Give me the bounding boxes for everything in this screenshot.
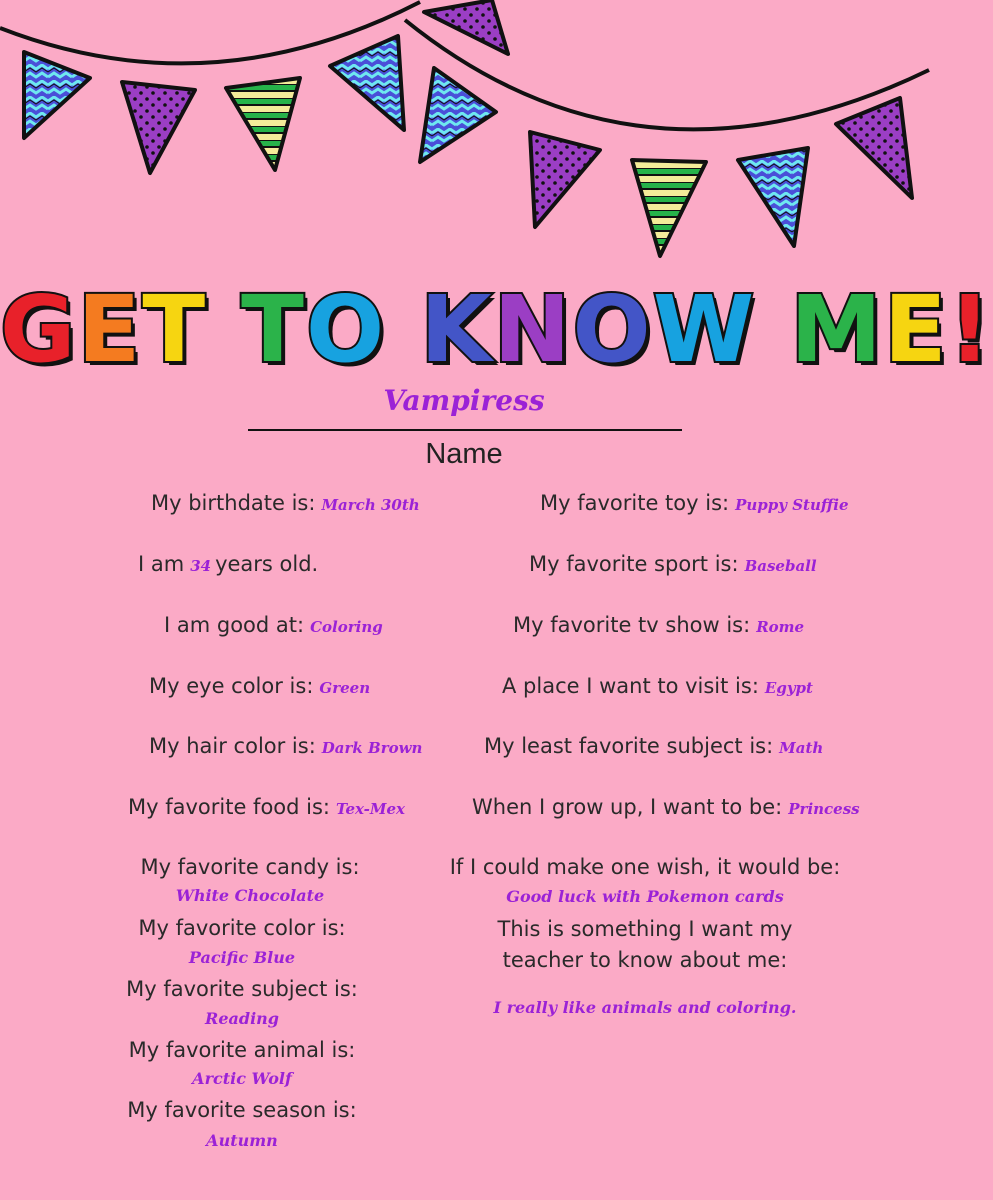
title-letter: E: [883, 276, 949, 383]
age-prefix: I am: [138, 552, 185, 576]
animal-answer: Arctic Wolf: [192, 1069, 292, 1088]
season-answer: Autumn: [206, 1131, 278, 1150]
grow-up-answer: Princess: [788, 800, 860, 818]
hair-color-answer: Dark Brown: [321, 739, 423, 757]
least-subject-row: [484, 734, 823, 758]
subject-answer: Reading: [205, 1009, 279, 1028]
bunting-flag: [226, 78, 300, 170]
birthdate-answer: March 30th: [321, 496, 420, 514]
tv-row: [513, 613, 804, 637]
title-letter: W: [652, 276, 757, 383]
good-at-label: I am good at:: [164, 613, 305, 637]
visit-answer: Egypt: [764, 679, 813, 697]
visit-row: [502, 674, 813, 698]
sport-row: [529, 552, 817, 576]
animal-label: My favorite animal is:: [128, 1038, 356, 1062]
title-space: [756, 276, 790, 383]
season-label: My favorite season is:: [127, 1098, 357, 1122]
candy-label: My favorite candy is:: [140, 855, 360, 879]
eye-color-row: [149, 674, 370, 698]
title-letter: N: [493, 276, 573, 383]
candy-answer: White Chocolate: [175, 886, 325, 905]
subject-label: My favorite subject is:: [126, 977, 358, 1001]
grow-up-label: When I grow up, I want to be:: [472, 795, 783, 819]
teacher-line-1: This is something I want my: [497, 917, 793, 941]
bunting-flag: [530, 132, 600, 227]
bunting-flag: [738, 148, 808, 246]
toy-label: My favorite toy is:: [540, 491, 730, 515]
title-letter: G: [0, 276, 78, 383]
hair-color-label: My hair color is:: [149, 734, 316, 758]
color-answer: Pacific Blue: [188, 948, 296, 967]
title-letter: T: [241, 276, 306, 383]
sport-answer: Baseball: [744, 557, 817, 575]
tv-label: My favorite tv show is:: [513, 613, 751, 637]
wish-answer: Good luck with Pokemon cards: [506, 887, 784, 906]
toy-row: [540, 491, 849, 515]
bunting-flag: [122, 82, 195, 173]
food-label: My favorite food is:: [128, 795, 331, 819]
age-row: [138, 552, 318, 576]
color-label: My favorite color is:: [138, 916, 346, 940]
bunting-flag: [836, 98, 912, 198]
birthdate-label: My birthdate is:: [151, 491, 316, 515]
teacher-answer: I really like animals and coloring.: [493, 998, 797, 1017]
title-letter: K: [420, 276, 494, 383]
title-letter: M: [790, 276, 884, 383]
bunting-flag: [420, 68, 496, 162]
name-value: Vampiress: [383, 384, 545, 417]
bunting-flag: [24, 52, 90, 138]
age-suffix: years old.: [215, 552, 319, 576]
least-subject-label: My least favorite subject is:: [484, 734, 774, 758]
good-at-row: [164, 613, 383, 637]
grow-up-row: [472, 795, 860, 819]
hair-color-row: [149, 734, 422, 758]
toy-answer: Puppy Stuffie: [735, 496, 849, 514]
wish-label: If I could make one wish, it would be:: [449, 855, 841, 879]
teacher-line-2: teacher to know about me:: [502, 948, 788, 972]
bunting-flag: [330, 36, 404, 130]
visit-label: A place I want to visit is:: [502, 674, 759, 698]
tv-answer: Rome: [756, 618, 805, 636]
title-letter: O: [572, 276, 653, 383]
title-space: [386, 276, 420, 383]
birthdate-row: [151, 491, 420, 515]
title-letter: O: [305, 276, 387, 383]
age-answer: 34: [190, 557, 212, 575]
eye-color-label: My eye color is:: [149, 674, 314, 698]
eye-color-answer: Green: [319, 679, 371, 697]
least-subject-answer: Math: [779, 739, 824, 757]
bunting-flag: [632, 160, 706, 256]
page-title: [0, 276, 993, 383]
title-space: [207, 276, 241, 383]
title-letter: !: [948, 276, 993, 383]
name-label: Name: [425, 438, 503, 470]
title-letter: E: [77, 276, 143, 383]
good-at-answer: Coloring: [310, 618, 383, 636]
bunting-banner: [0, 0, 929, 270]
title-letter: T: [142, 276, 208, 383]
name-underline: [248, 429, 682, 431]
sport-label: My favorite sport is:: [529, 552, 739, 576]
food-answer: Tex-Mex: [336, 800, 405, 818]
food-row: [128, 795, 405, 819]
